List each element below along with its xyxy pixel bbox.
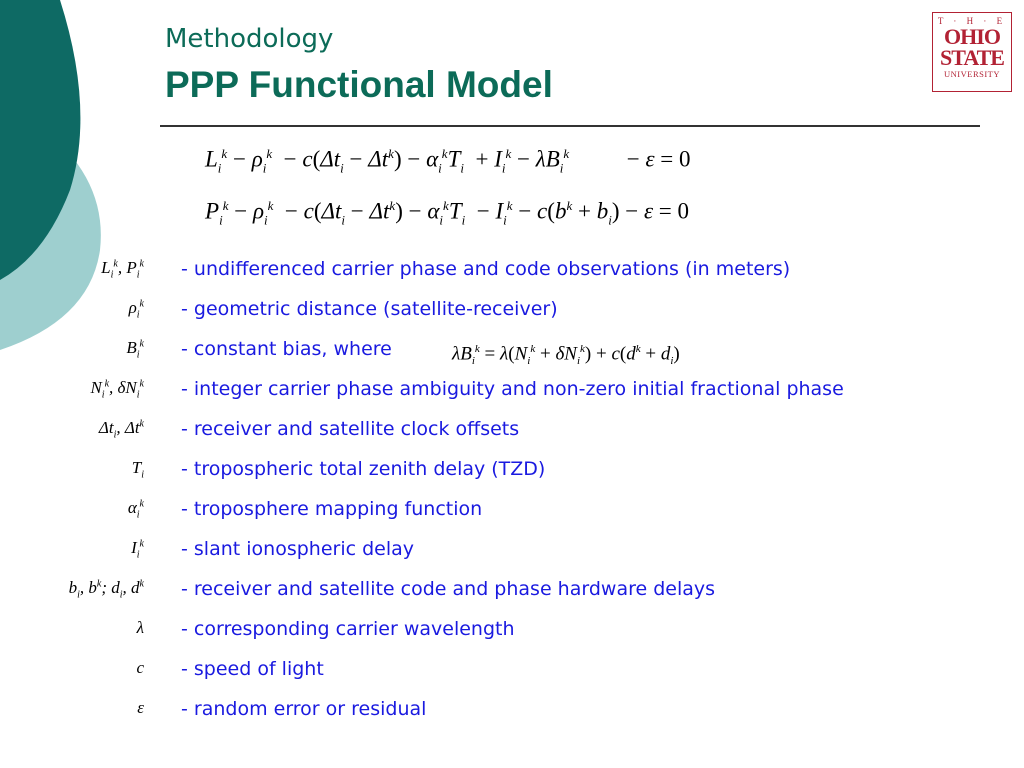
definition-description: - integer carrier phase ambiguity and non-zero initial fractional phase xyxy=(181,378,844,400)
definition-description: - receiver and satellite code and phase hardware delays xyxy=(181,578,716,600)
definition-symbol: $N_i^k$, $\delta N_i^k$ xyxy=(90,378,144,401)
definition-symbol: ε xyxy=(137,698,144,717)
definition-row xyxy=(0,412,1024,452)
definition-row xyxy=(0,252,1024,292)
title-divider xyxy=(160,125,980,127)
definition-row xyxy=(0,612,1024,652)
definition-description: - constant bias, where xyxy=(181,338,392,360)
definition-symbol: $T_i$ xyxy=(131,458,144,481)
definition-row xyxy=(0,372,1024,412)
definition-description: - random error or residual xyxy=(181,698,427,720)
definition-row xyxy=(0,532,1024,572)
definition-row xyxy=(0,452,1024,492)
definition-symbol: $B_i^k$ xyxy=(126,338,144,361)
definition-description: - speed of light xyxy=(181,658,324,680)
definition-row xyxy=(0,692,1024,732)
definition-row xyxy=(0,292,1024,332)
definition-description: - undifferenced carrier phase and code observations (in meters) xyxy=(181,258,791,280)
definition-description: - geometric distance (satellite-receiver) xyxy=(181,298,558,320)
definition-symbol: $L_i^k$, $P_i^k$ xyxy=(101,258,144,281)
definition-description: - slant ionospheric delay xyxy=(181,538,415,560)
equation-carrier-phase: $L_i^k - \rho_i^k - c(\Delta t_i - \Delta t^k) - \alpha_i^kT_i + I_i^k - \lambda B_i^k$ − ε = 0 xyxy=(205,146,691,176)
definition-symbol: $b_i$, $b^k$; $d_i$, $d^k$ xyxy=(68,578,144,601)
definition-symbol: λ xyxy=(136,618,144,637)
definition-symbol: $\alpha_i^k$ xyxy=(127,498,144,521)
equation-code: $P_i^k - \rho_i^k - c(\Delta t_i - \Delta t^k) - \alpha_i^kT_i - I_i^k - c(b^k + b_i) - \varepsilon = 0$ xyxy=(205,198,690,228)
definition-description: - receiver and satellite clock offsets xyxy=(181,418,520,440)
definition-row xyxy=(0,572,1024,612)
definition-row xyxy=(0,652,1024,692)
definition-description: - corresponding carrier wavelength xyxy=(181,618,515,640)
bias-definition-equation: $\lambda B_i^k = \lambda(N_i^k + \delta N_i^k) + c(d^k + d_i)$ xyxy=(452,343,680,368)
section-subtitle: Methodology xyxy=(165,24,334,54)
definition-symbol: $\rho_i^k$ xyxy=(128,298,144,321)
definition-symbol: c xyxy=(136,658,144,677)
definition-symbol: $\Delta t_i$, $\Delta t^k$ xyxy=(98,418,144,441)
definition-row xyxy=(0,492,1024,532)
definition-symbol: $I_i^k$ xyxy=(131,538,144,561)
ohio-state-logo: T · H · E OHIO STATE UNIVERSITY xyxy=(932,12,1012,92)
page-title: PPP Functional Model xyxy=(165,64,553,105)
definition-description: - tropospheric total zenith delay (TZD) xyxy=(181,458,546,480)
definition-description: - troposphere mapping function xyxy=(181,498,483,520)
